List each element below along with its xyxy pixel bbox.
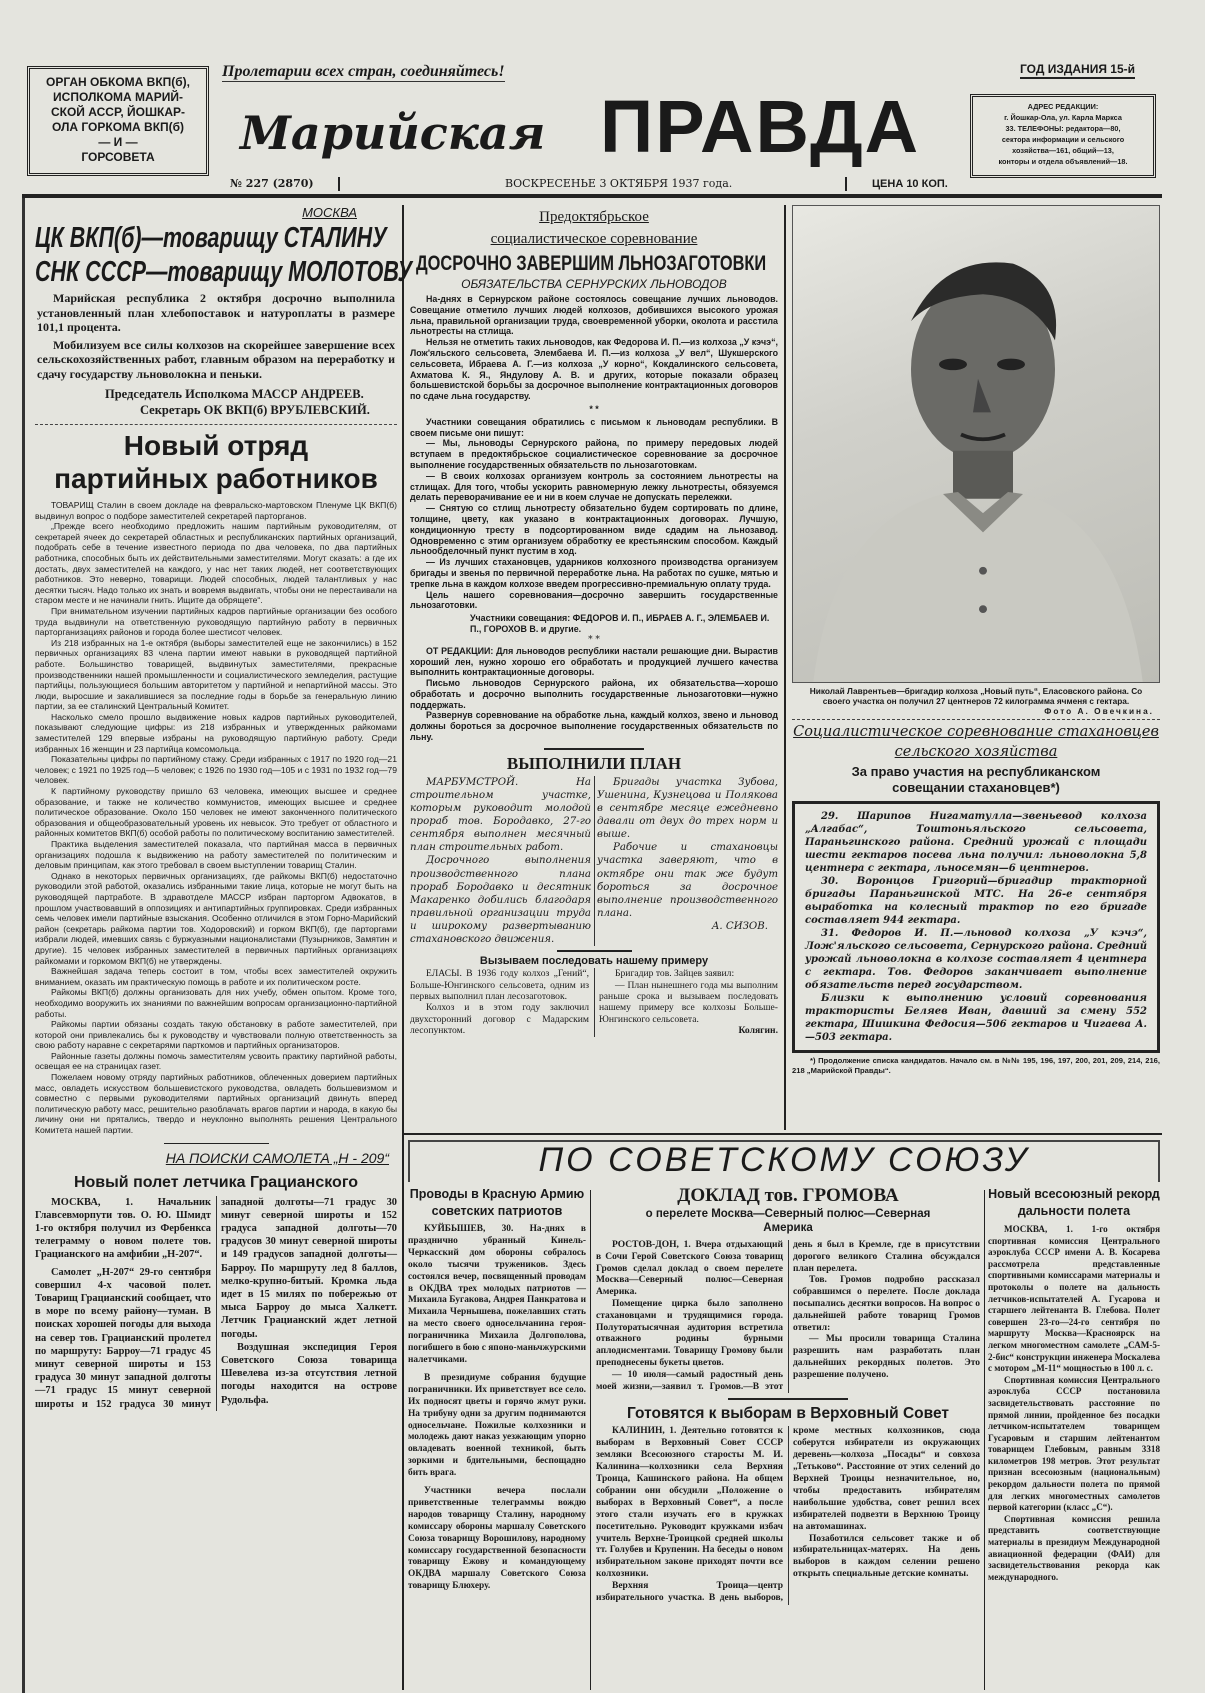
- organ-line: ГОРСОВЕТА: [81, 150, 155, 164]
- record-column: [988, 1186, 1160, 1583]
- plan-paragraph: Рабочие и стахановцы участка заверяют, что в октябре они так же будут бороться за досрочное выполнение производственного плана.: [597, 842, 778, 919]
- challenge-headline: Вызываем последовать нашему примеру: [479, 955, 709, 968]
- editorial-paragraph: Райкомы ВКП(б) должны организовать для них учебу, обмен опытом. Кроме того, необходимо вооружить их знаниями по важнейшим вопросам организационно-партийной работы.: [35, 987, 397, 1019]
- flax-paragraph: На-днях в Сернурском районе состоялось совещание лучших льноводов. Совещание отметило лучших людей колхозов, добившихся высокого урожая льна, правильной организации труда, своевременной уборки, околота и расстила льнотресты на стлища.: [410, 294, 778, 337]
- flax-paragraph: Нельзя не отметить таких льноводов, как Федорова И. П.—из колхоза „У кэчэ“, Лож'яльского сельсовета, Элембаева И. П.—из колхоза „У вел“, Шукшерского сельсовета, Ибраева А. Г.—из колхоза „У корно“, Кокдалинского сельсовета, Ахматова К. Я., Яндулову А. В. и других, которые показали образец большевистской борьбы за досрочное выполнение контрактационных договоров по сдаче льна государству.: [410, 337, 778, 402]
- gromov-body: [596, 1240, 980, 1393]
- gromov-paragraph: Помещение цирка было заполнено стахановцами и трудящимися города. Полуторатысячная аудитория встретила отважного родины бурными аплодисментами. Товарищу Громову были преподнесены букеты цветов.: [596, 1298, 783, 1368]
- telegram-headline-1-wrap: [35, 221, 397, 255]
- stakhanov-headline: За право участия на республиканском совещании стахановцев*): [851, 764, 1101, 795]
- telegram-headline-2-wrap: [35, 255, 413, 291]
- plan-author: А. СИЗОВ.: [711, 920, 768, 932]
- title-script: Марийская: [240, 106, 546, 160]
- record-headline-1: Новый всесоюзный рекорд: [988, 1187, 1160, 1201]
- challenge-paragraph: — План нынешнего года мы выполним раньше срока и вызываем последовать нашему примеру все колхозы Больше-Юнгинского сельсовета.: [599, 979, 778, 1025]
- gromov-subhead: о перелете Москва—Северный полюс—Северная Америка: [645, 1208, 931, 1234]
- editorial-body: [35, 500, 397, 1136]
- gromov-paragraph: — Мы просили товарища Сталина разрешить нам разработать план дальнейших рекордных полетов. Это разрешение получено.: [793, 1334, 980, 1380]
- stakhanov-entry: 29. Шарипов Нигаматулла—звеньевод колхоза „Алгабас“, Тоштоньяльского сельсовета, Параньгинского района. Средний урожай с площади шести гектаров посева льна получил: льноволокна 5,8 центнера с гектара, льносемян—6 центнеров.: [805, 811, 1147, 874]
- stakhanov-kicker-2: сельского хозяйства: [894, 744, 1058, 760]
- address-line: г. Йошкар-Ола, ул. Карла Маркса: [1004, 113, 1122, 122]
- divider: [544, 748, 644, 750]
- flax-paragraph: Участники совещания обратились с письмом к льноводам республики. В своем письме они пишут:: [410, 416, 778, 438]
- ornament-divider: [164, 1143, 269, 1144]
- army-paragraph: В президиуме собрания будущие пограничники. Их приветствует все село. Их подносят цветы и горячо жмут руки. На трибуну одни за другим поднимаются односельчане. Пожилые колхозники и молодежь дают наказ уезжающим упорно овладевать военной техникой, быть зоркими и бдительными, беспощадно бить врага.: [408, 1372, 586, 1479]
- asterism: * *: [589, 403, 599, 414]
- plane-paragraph: Воздушная экспедиция Героя Советского Союза товарища Шевелева из-за отсутствия летной погоды находится на острове Рудольфа.: [221, 1341, 397, 1406]
- gromov-column: [596, 1184, 980, 1605]
- flax-paragraph: — В своих колхозах организуем контроль за состоянием льнотресты на стлищах. Для того, чтобы ускорить равномерную лежку льнотресты, обязуемся делать переворачивание ее и ни в коем случае не допускать перележки.: [410, 470, 778, 503]
- right-column: [792, 205, 1160, 1075]
- plan-body: [410, 776, 778, 946]
- column-rule: [402, 205, 404, 1690]
- divider: [557, 950, 632, 952]
- flax-paragraph: — Снятую со стлищ льнотресту обязательно будем сортировать по длине, толщине, цвету, как указано в контрактационных договорах. Лучшую, кондиционную тресту в подсортированном виде сдадим на льнозавод. Одновременно с этим организуем обработку ее крестьянским способом. Каждый льнообделочный пункт пустим в ход.: [410, 503, 778, 557]
- stakhanov-entry: 31. Федоров И. П.—льновод колхоза „У кэчэ“, Лож'яльского сельсовета, Сернурского района. Средний урожай льноволокна в колхозе составляет 4 центнера с гектара. Тов. Федоров заканчивает выполнение обязательств перед государством.: [805, 928, 1147, 991]
- slogan: Пролетарии всех стран, соединяйтесь!: [222, 63, 505, 80]
- flax-body: [410, 294, 778, 635]
- army-body: [408, 1224, 586, 1593]
- army-paragraph: Участники вечера послали приветственные телеграммы вождю народов товарищу Сталину, народному комиссару обороны маршалу Советского Союза товарищу Ворошилову, народному комиссару государственной безопасности товарищу Ежову и командующему ОКДВА маршалу Советского Союза товарищу Блюхеру.: [408, 1486, 586, 1592]
- army-headline-2: советских патриотов: [431, 1204, 563, 1218]
- stakhanov-footnote: *) Продолжение списка кандидатов. Начало см. в №№ 195, 196, 197, 200, 201, 209, 214, 216, 218 „Марийской Правды“.: [792, 1056, 1160, 1075]
- gromov-paragraph: — 10 июля—самый радостный день моей жизни,—заявил т. Громов.—В этот день я был в Кремле, где в присутствии дорогого великого Сталина обсуждался план перелета.: [596, 1240, 980, 1392]
- editorial-paragraph: Показательны цифры по партийному стажу. Среди избранных с 1917 по 1920 год—21 человек; с 1921 по 1925 год—5 человек; с 1926 по 1930 год—105 и с 1931 по 1932 год—79 человек.: [35, 754, 397, 786]
- elections-headline: Готовятся к выборам в Верховный Совет: [627, 1405, 949, 1423]
- photo-caption: [792, 686, 1160, 716]
- divider: [728, 1398, 848, 1400]
- section-rule: [404, 1133, 1162, 1135]
- portrait-figure-icon: [793, 206, 1160, 683]
- elections-paragraph: Позаботился сельсовет также и об избирательницах-матерях. На день выборов в каждом селении решено открыть специальные детские комнаты.: [793, 1533, 980, 1580]
- editorial-paragraph: Пожелаем новому отряду партийных работников, облеченных доверием партийных масс, овладеть искусством большевистского руководства, овладеть большевизмом и совместно с первыми руководителями партийных организаций двинуть вперед политическую работу масс, решительно разоблачать врагов партии и народа, в какую бы личину они ни прятались, твердо и неуклонно выполнять решения Центрального Комитета нашей партии.: [35, 1072, 397, 1136]
- wavy-divider: [792, 719, 1160, 720]
- flax-paragraph: Цель нашего соревнования—досрочно завершить государственные льнозаготовки.: [410, 589, 778, 611]
- record-body: [988, 1224, 1160, 1583]
- gromov-paragraph: РОСТОВ-ДОН, 1. Вчера отдыхающий в Сочи Герой Советского Союза товарищ Громов сделал доклад о своем перелете Москва—Северный полюс—Северная Америка.: [596, 1240, 783, 1298]
- flax-kicker-1: Предоктябрьское: [539, 209, 649, 225]
- organ-line: ОЛА ГОРКОМА ВКП(б): [51, 120, 185, 134]
- editorial-paragraph: Важнейшая задача теперь состоит в том, чтобы всех заместителей окружить вниманием, оказать им практическую помощь в работе и их политическом росте.: [35, 966, 397, 987]
- plan-paragraph: МАРБУМСТРОЙ. На строительном участке, которым руководит молодой прораб тов. Бородавко, 27-го сентября выполнен месячный план строительных работ.: [410, 776, 591, 854]
- middle-column: [410, 206, 778, 1037]
- editorial-headline-2: партийных работников: [54, 463, 378, 494]
- army-headline-1: Проводы в Красную Армию: [409, 1187, 585, 1201]
- column-rule: [590, 1190, 591, 1690]
- stakhanov-entry: 30. Воронцов Григорий—бригадир тракторной бригады Параньгинской МТС. На 26-е сентября выработка на колесный трактор по его бригаде составляет 944 гектара.: [805, 876, 1147, 926]
- masthead-rule: [22, 194, 1162, 198]
- portrait-photo: [792, 205, 1160, 683]
- address-line: конторы и отдела объявлений—18.: [998, 157, 1128, 166]
- telegram-body: [35, 291, 397, 381]
- elections-paragraph: КАЛИНИН, 1. Деятельно готовятся к выборам в Верховный Совет СССР земляки Всесоюзного старосты М. И. Калинина—колхозники села Верхняя Троица, Кашинского района. На общем собрании они обсудили „Положение о выборах в Верховный Совет“, а после этого стали изучать его в кружках посетительно. Руководит кружками избач учитель Верхне-Троицкой средней школы тт. Голубев и Крупенин. На беседы о новом избирательном законе приходят почти все колхозники.: [596, 1426, 783, 1580]
- record-paragraph: Спортивная комиссия решила представить соответствующие материалы в президиум Международной авиационной федерации (ФАИ) для засвидетельствования рекорда как международного.: [988, 1513, 1160, 1582]
- editor-note-paragraph: Письмо льноводов Сернурского района, их обязательства—хорошо обработать и досрочно выполнить государственные льнозаготовки—нужно поддержать.: [410, 678, 778, 710]
- telegram-headline-1: ЦК ВКП(б)—товарищу СТАЛИНУ: [35, 222, 387, 254]
- editorial-paragraph: „Прежде всего необходимо предложить нашим партийным руководителям, от секретарей ячеек до секретарей областных и республиканских партийных организаций, подобрать себе в течение известного периода по два человека, по два партийных работника, способных быть их действительными заместителями. Могут сказать: а где их достать, двух заместителей на каждого, у нас нет таких людей, нет соответствующих работников. Это неверно, товарищи. Людей способных, людей талантливых у нас десятки тысяч. Надо только их знать и вовремя выдвигать, чтобы они не перестаивали на старом месте и не начинали гнить. Ищите да обрящете“.: [35, 521, 397, 606]
- plane-body: [35, 1196, 397, 1411]
- plan-headline: ВЫПОЛНИЛИ ПЛАН: [506, 753, 682, 773]
- flax-kicker-2: социалистическое соревнование: [490, 231, 698, 247]
- address-line: 33. ТЕЛЕФОНЫ: редактора—80,: [1005, 124, 1121, 133]
- editor-note-paragraph: Развернув соревнование на обработке льна, каждый колхоз, звено и льновод должны бороться за досрочное выполнение государственных обязательств по льну.: [410, 710, 778, 743]
- flax-paragraph: — Мы, льноводы Сернурского района, по примеру передовых людей вступаем в предоктябрьское социалистическое соревнование за досрочное выполнение государственных обязательств по льнозаготовкам.: [410, 438, 778, 470]
- editorial-paragraph: Районные газеты должны помочь заместителям усвоить практику партийной работы, освещая ее на страницах газет.: [35, 1050, 397, 1072]
- stakhanov-kicker-1: Социалистическое соревнование стахановцев: [793, 724, 1159, 740]
- challenge-author: Колягин.: [738, 1025, 778, 1037]
- photo-caption-text: Николай Лаврентьев—бригадир колхоза „Новый путь“, Еласовского района. Со своего участка он получил 27 центнеров 72 килограмма ячменя с гектара.: [809, 686, 1143, 706]
- organ-line: СКОЙ АССР, ЙОШКАР-: [50, 105, 185, 119]
- editorial-paragraph: Из 218 избранных на 1-е октября (выборы заместителей еще не закончились) в 152 первичных организациях 83 члена партии имеют навыки в руководящей партийной работе. Большинство товарищей, выдвинутых заместителями, прекрасные производственники нашей промышленности и социалистического земледелия, растущие партийцы, пользующиеся большим авторитетом у партийной и непартийной массы. Это люди, выросшие и закалившиеся за последние годы в борьбе за генеральную линию партии, за ее сталинский Центральный Комитет.: [35, 637, 397, 712]
- editorial-paragraph: ТОВАРИЩ Сталин в своем докладе на февральско-мартовском Пленуме ЦК ВКП(б) выдвинул вопрос о подборе заместителей секретарей парторганов.: [35, 500, 397, 521]
- year-of-publication: ГОД ИЗДАНИЯ 15-й: [1020, 62, 1135, 79]
- flax-signature: Участники совещания: ФЕДОРОВ И. П., ИБРАЕВ А. Г., ЭЛЕМБАЕВ И. П., ГОРОХОВ В. и другие.: [470, 613, 770, 634]
- telegram-kicker: МОСКВА: [302, 205, 357, 220]
- address-line: сектора информации и сельского: [1001, 135, 1125, 144]
- address-box: [970, 94, 1156, 178]
- plane-kicker: НА ПОИСКИ САМОЛЕТА „Н - 209“: [165, 1149, 389, 1166]
- editorial-paragraph: Райкомы партии обязаны создать такую обстановку в работе заместителей, при которой они привлекались бы к руководству и чувствовали полную ответственность за свою работу наравне с секретарями парткомов и партийных организаторов.: [35, 1019, 397, 1051]
- stakhanov-entry: Близки к выполнению условий соревнования трактористы Беляев Иван, давший за смену 552 гектара, Шишкина Федосия—506 гектаров и Чигаева А.—503 гектара.: [805, 993, 1147, 1043]
- army-column: [408, 1186, 586, 1593]
- elections-body: [596, 1426, 980, 1605]
- record-headline-2: дальности полета: [1017, 1204, 1131, 1218]
- wavy-divider: [35, 424, 397, 425]
- editorial-paragraph: К партийному руководству пришло 63 человека, имеющих высшее и среднее образование, и также не количество коммунистов, имеющих высшее и среднее политическое образование. Около 150 человек не имеют законченного политического образования и общеобразовательный уровень их невысок. Это требует от областного и районных комитетов ВКП(б) особой работы по политическому воспитанию заместителей.: [35, 786, 397, 839]
- issue-date: ВОСКРЕСЕНЬЕ 3 ОКТЯБРЯ 1937 года.: [505, 177, 733, 190]
- flax-subhead: ОБЯЗАТЕЛЬСТВА СЕРНУРСКИХ ЛЬНОВОДОВ: [461, 277, 727, 291]
- plane-paragraph: МОСКВА, 1. Начальник Главсевморпути тов. О. Ю. Шмидт 1-го октября получил из Фербенкса телеграмму о новом полете тов. Грацианского на амфибии „Н-207“.: [35, 1196, 211, 1261]
- left-column: [35, 204, 413, 1411]
- elections-paragraph: Верхняя Троица—центр избирательного участка. В день выборов, кроме местных колхозников, сюда соберутся избиратели из окружающих деревень—колхоза „Посады“ и совхоза „Тетьково“. Расстояние от этих селений до Верхней Троицы незначительное, но, чтобы предоставить избирателям наибольшие удобства, совет решил всех избирателей подвезти в Верхнюю Троицу на автомашинах.: [596, 1426, 980, 1604]
- page-edge: [22, 198, 25, 1693]
- organ-line: — И —: [98, 135, 138, 149]
- divider: [338, 177, 340, 191]
- signature-secretary: Секретарь ОК ВКП(б) ВРУБЛЕВСКИЙ.: [140, 403, 370, 417]
- editorial-paragraph: Однако в некоторых первичных организациях, где райкомы ВКП(б) недостаточно руководили этой работой, оказались избранными такие лица, которые не могут быть на руководящей партработе. В здравотделе МАССР избран парторгом Адвокатов, в прошлом участвовавший в оппозициях и антипартийных группировках. Среди избранных семь человек имели партийные взыскания. Особенно отличился в этом Горно-Марийский район (секретарь райкома партии тов. Ходоровский) и горком ВКП(б), где парторгами избрали людей, имевших связь с буржуазными националистами (Пузырников, Замятин и другие). 15 человек избранных заместителей в первичных партийных организациях райкомами и горкомом ВКП(б) не утверждены.: [35, 870, 397, 966]
- telegram-paragraph: Марийская республика 2 октября досрочно выполнила установленный план хлебопоставок и натуроплаты в размере 101,1 процента.: [37, 291, 395, 334]
- address-line: хозяйства—161, общий—13,: [1012, 146, 1114, 155]
- editorial-paragraph: Практика выделения заместителей показала, что партийная масса в первичных организациях подошла к выдвижению на работу заместителей по политическим и деловым принципам, как этого требовал в своем выступлении товарищ Сталин.: [35, 839, 397, 871]
- plan-paragraph: Бригады участка Зубова, Ушенина, Кузнецова и Полякова в сентябре месяце ежедневно давали от двух до трех норм и выше.: [597, 776, 778, 841]
- flax-editor-note: [410, 646, 778, 743]
- editorial-paragraph: Насколько смело прошло выдвижение новых кадров партийных руководителей, показывают следующие цифры: из 218 избранных и утвержденных райкомами заместителей 129 впервые избраны на руководящую партийную работу. Среди избранных 16 женщин и 23 партийца комсомольца.: [35, 711, 397, 754]
- plan-paragraph: Досрочного выполнения производственного плана прораб Бородавко и десятник Макаренко добились благодаря правильной организации труда и широкому развертыванию стахановского движения.: [410, 855, 591, 945]
- editor-note-paragraph: ОТ РЕДАКЦИИ: Для льноводов республики настали решающие дни. Вырастив хороший лен, нужно хорошо его обработать и продукцией лучшего качества выполнить контрактационные договоры.: [410, 645, 778, 678]
- record-paragraph: МОСКВА, 1. 1-го октября спортивная комиссия Центрального аэроклуба СССР имени А. В. Косарева рассмотрела представленные спортивными комиссарами материалы и протоколы о полете на дальность летчиков-испытателей А. Гусарова и старшего лейтенанта В. Глебова. Полет совершен 23-го—24-го сентября по маршруту Москва—Красноярск на легком многоместном самолете „САМ-5-2-бис“ конструкции инженера Москалева с мотором „М-11“ мощностью в 100 л. с.: [988, 1224, 1160, 1374]
- address-line: АДРЕС РЕДАКЦИИ:: [1027, 102, 1099, 111]
- flax-headline: ДОСРОЧНО ЗАВЕРШИМ ЛЬНОЗАГОТОВКИ: [416, 252, 767, 275]
- record-paragraph: Спортивная комиссия Центрального аэроклуба СССР постановила засвидетельствовать расстояние по прямой линии, пройденное без посадки летчиком-испытателем товарищем Гусаровым и старшим лейтенантом товарищем Глебовым, равным 3318 километров 198 метров. Этот результат признан всесоюзным (национальным) рекордом дальности полета по прямой для легких многоместных самолетов первой категории (класс „С“).: [988, 1374, 1160, 1513]
- editorial-headline-1: Новый отряд: [123, 430, 309, 461]
- column-rule: [984, 1190, 985, 1690]
- challenge-paragraph: Бригадир тов. Зайцев заявил:: [615, 968, 735, 980]
- gromov-paragraph: Тов. Громов подробно рассказал собравшимся о перелете. После доклада посыпались десятки вопросов. На вопрос о дальнейшей работе товарищ Громов ответил:: [793, 1275, 980, 1333]
- challenge-body: [410, 968, 778, 1036]
- organ-line: ИСПОЛКОМА МАРИЙ-: [53, 90, 183, 104]
- asterism: * *: [588, 634, 600, 645]
- photo-credit: Фото А. Овечкина.: [1044, 706, 1154, 716]
- editorial-paragraph: При внимательном изучении партийных кадров партийные организации без особого труда выдвинули на ответственную руководящую партийную работу в первичных парторганизациях районов и города более шестисот человек.: [35, 605, 397, 638]
- army-paragraph: КУЙБЫШЕВ, 30. На-днях в празднично убранный Кинель-Черкасский дом обороны собралось около тысячи тружеников. Здесь состоялся вечер, посвященный проводам в ОКДВА трех молодых патриотов — Михаила Бугакова, Андрея Панкратова и Михаила Чернышева, пожелавших стать на место своего односельчанина героя-пограничника Михаила Долгополова, погибшего в бою с японо-маньчжурскими налетчиками.: [408, 1224, 586, 1365]
- challenge-paragraph: ЕЛАСЫ. В 1936 году колхоз „Гений“, Больше-Юнгинского сельсовета, одним из первых выполнил план лесозаготовок.: [410, 968, 589, 1002]
- flax-headline-wrap: [410, 250, 778, 277]
- ussr-banner: ПО СОВЕТСКОМУ СОЮЗУ: [538, 1141, 1030, 1179]
- challenge-paragraph: Колхоз и в этом году заключил двухсторонний договор с Мадарским лесопунктом.: [410, 1002, 589, 1037]
- divider: [845, 177, 847, 191]
- telegram-headline-2: СНК СССР—товарищу МОЛОТОВУ: [35, 256, 413, 288]
- title-main: ПРАВДА: [600, 85, 921, 168]
- stakhanov-box: [792, 801, 1160, 1053]
- signature-chairman: Председатель Исполкома МАССР АНДРЕЕВ.: [105, 387, 364, 401]
- telegram-paragraph: Мобилизуем все силы колхозов на скорейшее завершение всех сельскохозяйственных работ, главным образом на переработку и сдачу государству льноволокна и пеньки.: [37, 337, 395, 381]
- organ-line: ОРГАН ОБКОМА ВКП(б),: [45, 75, 191, 89]
- masthead-organ-box: [27, 66, 209, 176]
- issue-number: № 227 (2870): [230, 177, 314, 190]
- gromov-headline: ДОКЛАД тов. ГРОМОВА: [677, 1185, 899, 1206]
- plane-headline: Новый полет летчика Грацианского: [73, 1173, 359, 1191]
- flax-paragraph: — Из лучших стахановцев, ударников колхозного производства организуем бригады и звенья по первичной переработке льна. На работах по сушке, мятью и трепке льна в каждом колхозе введем прогрессивно-премиальную оплату труда.: [410, 557, 778, 589]
- issue-price: ЦЕНА 10 КОП.: [872, 178, 948, 190]
- column-rule: [784, 205, 786, 1130]
- plane-paragraph: Самолет „Н-207“ 29-го сентября совершил 4-х часовой полет. Товарищ Грацианский сообщает, что в море по всему району—туман. В поисках хорошей погоды для выхода на север тов. Грацианский пролетел по маршруту: Барроу—71 градус 45 минут северной широты и 153 градуса 30 минут западной долготы—71 градус 15 минут северной широты и 152 градуса 30 минут западной долготы—71 градус 30 минут северной широты и 152 градуса западной долготы—70 градусов 30 минут северной широты и 149 градусов западной долготы—Барроу. По маршруту лед 8 баллов, мелко-крупно-битый. Кромка льда идет в 15 милях по побережью от мыса Барроу до мыса Халкетт. Летчик Грацианский ждет летной погоды.: [35, 1196, 397, 1410]
